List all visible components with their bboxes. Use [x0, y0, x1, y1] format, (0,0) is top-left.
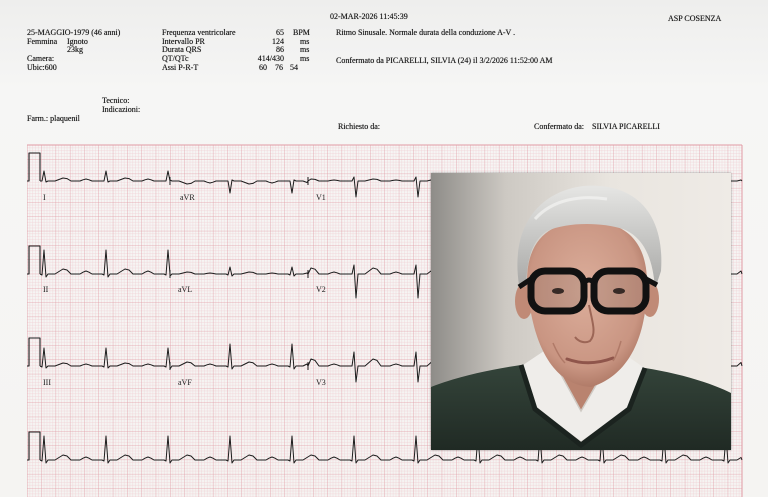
- measure-value-qrs: 86: [276, 45, 284, 54]
- axes-label: Assi P-R-T: [162, 63, 199, 72]
- axis-r-value: 76: [275, 63, 283, 72]
- measure-unit-pr: ms: [300, 37, 310, 46]
- medication: Farm.: plaquenil: [27, 114, 80, 123]
- measure-value-qt: 414/430: [257, 54, 284, 63]
- axis-p-value: 60: [259, 63, 267, 72]
- lead-label-aVL: aVL: [178, 285, 193, 294]
- patient-sex: Femmina: [27, 37, 58, 46]
- interpretation-confirmation: Confermato da PICARELLI, SILVIA (24) il 3/2/2026 11:52:00 AM: [336, 56, 553, 65]
- lead-label-III: III: [43, 378, 51, 387]
- requested-by-label: Richiesto da:: [338, 122, 380, 131]
- axis-t-value: 54: [290, 63, 298, 72]
- lead-label-aVF: aVF: [178, 378, 192, 387]
- lead-label-V1: V1: [316, 193, 326, 202]
- confirmed-by-label: Confermato da:: [534, 122, 584, 131]
- measure-unit-qrs: ms: [300, 45, 310, 54]
- patient-location: Ubic:600: [27, 63, 57, 72]
- lead-label-V3: V3: [316, 378, 326, 387]
- interpretation-statement: Ritmo Sinusale. Normale durata della conduzione A-V .: [336, 28, 516, 37]
- lead-label-V2: V2: [316, 285, 326, 294]
- report-datetime: 02-MAR-2026 11:45:39: [330, 12, 408, 21]
- confirmed-by-name: SILVIA PICARELLI: [592, 122, 660, 131]
- measure-unit-rate: BPM: [293, 28, 310, 37]
- facility-name: ASP COSENZA: [668, 14, 722, 23]
- lead-label-I: I: [43, 193, 46, 202]
- indications-label: Indicazioni:: [102, 105, 141, 114]
- patient-birthdate: 25-MAGGIO-1979 (46 anni): [27, 28, 121, 37]
- measure-unit-qt: ms: [300, 54, 310, 63]
- measure-label-rate: Frequenza ventricolare: [162, 28, 236, 37]
- measure-label-qt: QT/QTc: [162, 54, 189, 63]
- measure-label-qrs: Durata QRS: [162, 45, 202, 54]
- portrait-photo: [431, 173, 731, 450]
- technician-label: Tecnico:: [102, 96, 130, 105]
- patient-room-label: Camera:: [27, 54, 55, 63]
- patient-weight: 23kg: [67, 45, 83, 54]
- lead-label-aVR: aVR: [180, 193, 195, 202]
- measure-label-pr: Intervallo PR: [162, 37, 205, 46]
- lead-label-II: II: [43, 285, 49, 294]
- patient-race: Ignoto: [67, 37, 88, 46]
- measure-value-pr: 124: [272, 37, 284, 46]
- measure-value-rate: 65: [276, 28, 284, 37]
